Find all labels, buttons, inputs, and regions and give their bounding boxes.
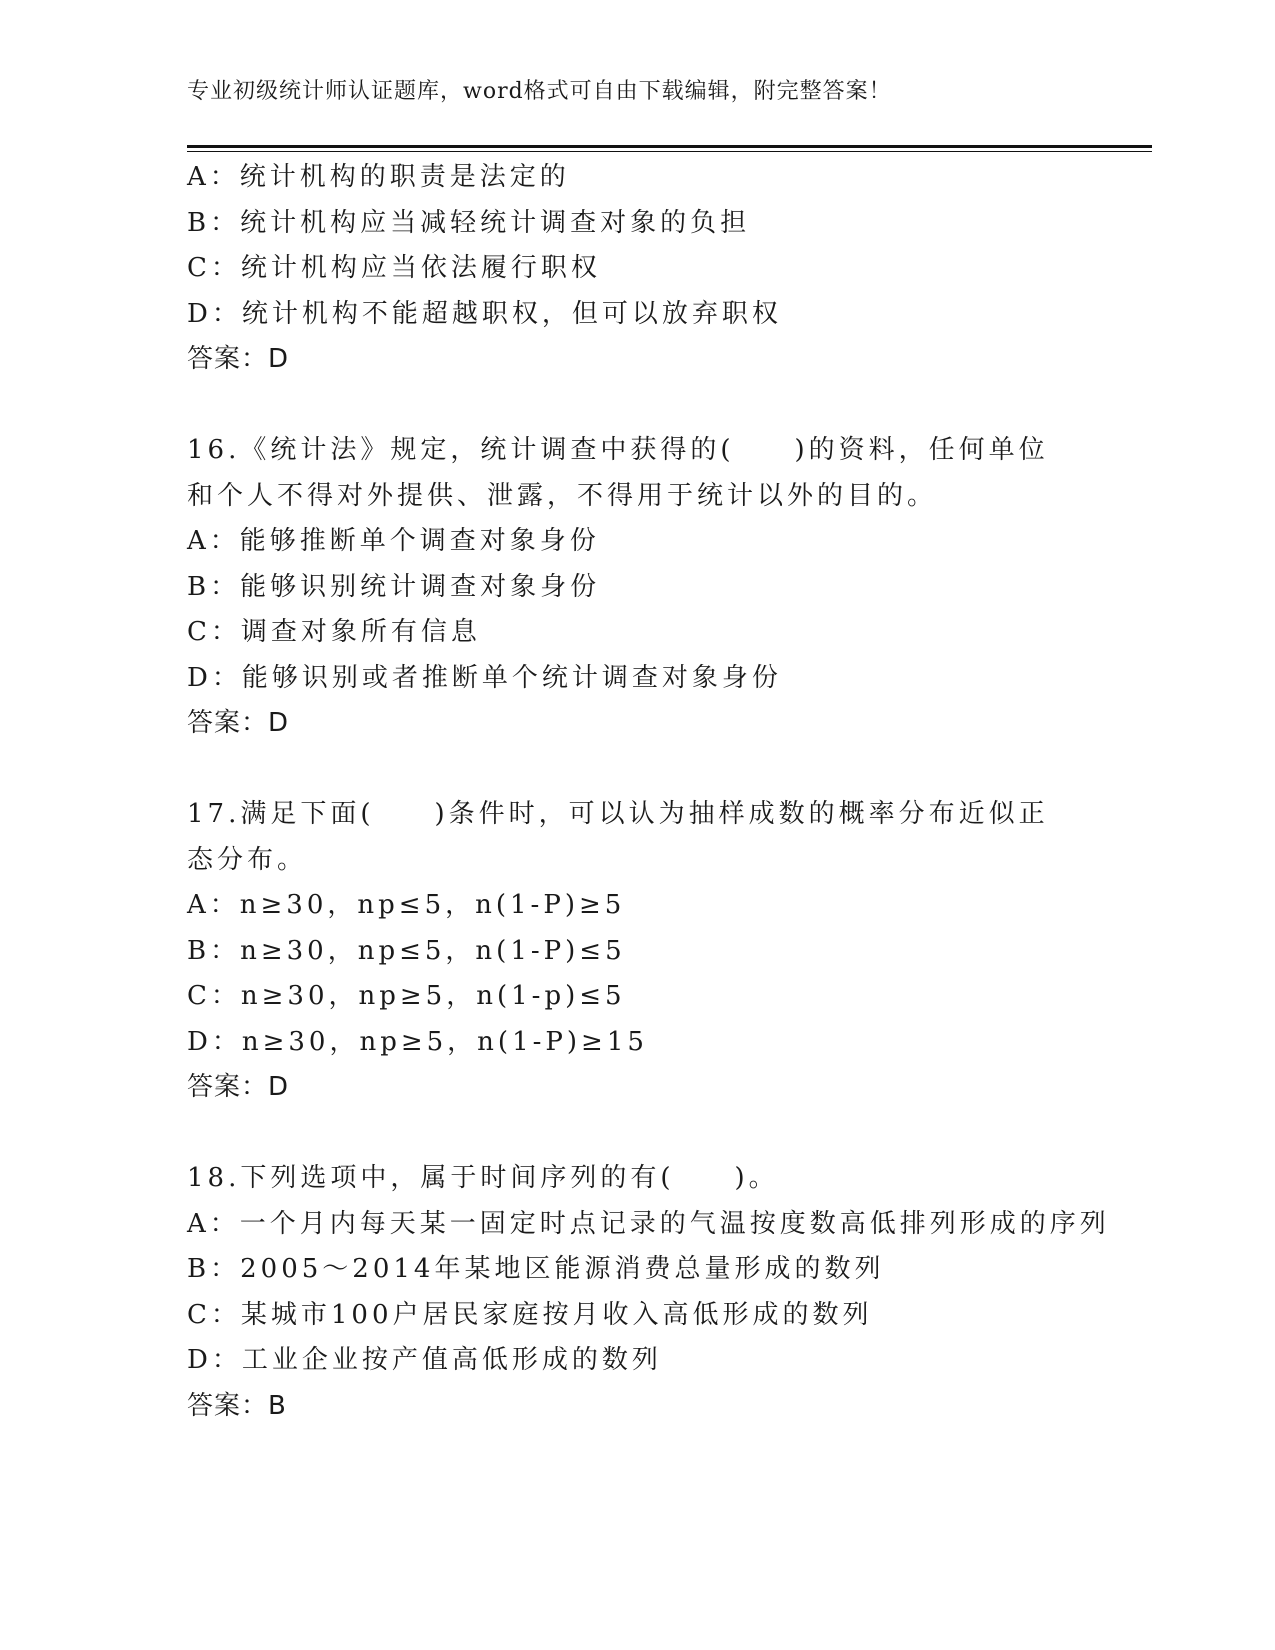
question-stem: 17.满足下面( )条件时，可以认为抽样成数的概率分布近似正态分布。 <box>187 799 1049 875</box>
option-d: D：统计机构不能超越职权，但可以放弃职权 <box>187 298 782 329</box>
option-a: A：一个月内每天某一固定时点记录的气温按度数高低排列形成的序列 <box>187 1208 1110 1239</box>
spacer <box>187 383 1087 429</box>
question-list <box>187 155 1110 1429</box>
option-c: C：某城市100户居民家庭按月收入高低形成的数列 <box>187 1299 873 1330</box>
option-c: C：调查对象所有信息 <box>187 617 481 647</box>
option-a: A：统计机构的职责是法定的 <box>187 162 570 192</box>
spacer <box>187 747 1087 793</box>
question-block <box>187 428 1087 747</box>
question-stem: 16.《统计法》规定，统计调查中获得的( )的资料，任何单位和个人不得对外提供、泄露，不得用于统计以外的目的。 <box>187 435 1049 511</box>
header-rule-thin <box>187 151 1152 152</box>
option-d: D：n≥30，np≥5，n(1-P)≥15 <box>187 1026 648 1057</box>
answer: 答案：D <box>187 344 290 374</box>
page-header: 专业初级统计师认证题库，word格式可自由下载编辑，附完整答案！ <box>187 79 892 104</box>
option-a: A：能够推断单个调查对象身份 <box>187 526 600 556</box>
header-rule-thick <box>187 145 1152 148</box>
question-stem: 18.下列选项中，属于时间序列的有( )。 <box>187 1163 779 1193</box>
option-b: B：能够识别统计调查对象身份 <box>187 571 601 602</box>
question-block <box>187 792 1087 1111</box>
option-b: B：n≥30，np≤5，n(1-P)≤5 <box>187 935 626 966</box>
option-b: B：统计机构应当减轻统计调查对象的负担 <box>187 207 751 238</box>
answer: 答案：D <box>187 708 290 738</box>
question-block <box>187 1156 1110 1429</box>
option-c: C：n≥30，np≥5，n(1-p)≤5 <box>187 981 626 1011</box>
option-c: C：统计机构应当依法履行职权 <box>187 253 601 283</box>
option-b: B：2005～2014年某地区能源消费总量形成的数列 <box>187 1254 885 1284</box>
option-d: D：能够识别或者推断单个统计调查对象身份 <box>187 662 782 693</box>
answer: 答案：B <box>187 1390 287 1421</box>
spacer <box>187 1111 1087 1157</box>
answer: 答案：D <box>187 1072 290 1102</box>
option-d: D：工业企业按产值高低形成的数列 <box>187 1345 662 1375</box>
question-block <box>187 155 1087 383</box>
option-a: A：n≥30，np≤5，n(1-P)≥5 <box>187 890 626 920</box>
